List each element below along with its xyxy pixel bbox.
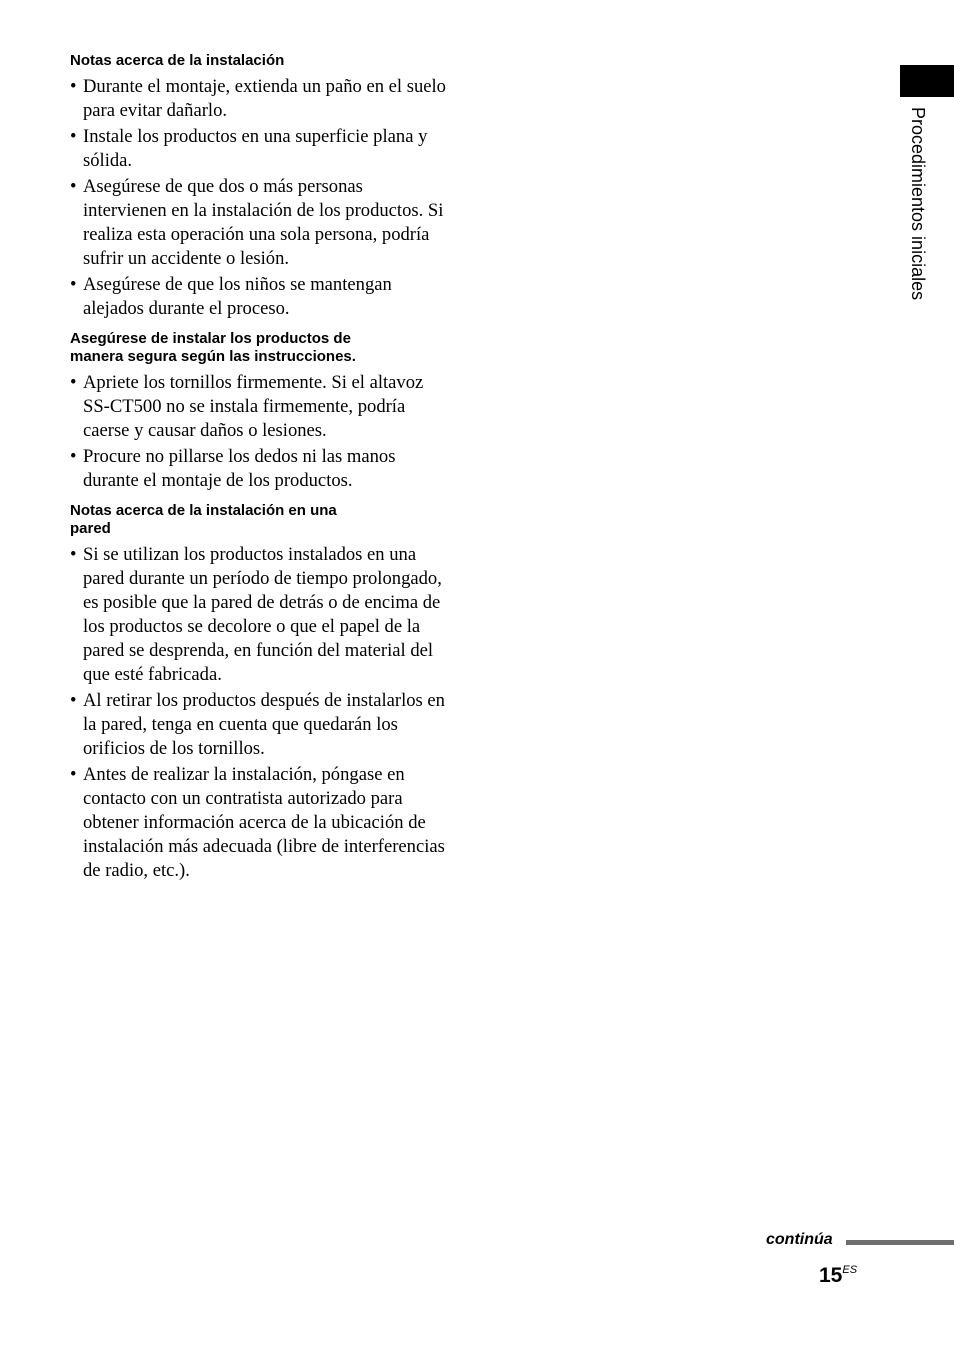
list-item-text: Asegúrese de que dos o más personas intervienen en la instalación de los productos. Si realiza esta operación una sola persona, podría sufrir un accidente o lesión. bbox=[83, 176, 444, 269]
list-item-text: Procure no pillarse los dedos ni las manos durante el montaje de los productos. bbox=[83, 446, 396, 491]
list-item bbox=[70, 371, 446, 443]
bullet: • bbox=[70, 446, 77, 467]
bullet: • bbox=[70, 274, 77, 295]
bullet: • bbox=[70, 764, 77, 785]
heading-line: Notas acerca de la instalación en una bbox=[70, 502, 337, 519]
continues-arrow-bar bbox=[846, 1240, 954, 1245]
bullet: • bbox=[70, 544, 77, 565]
heading-line: pared bbox=[70, 520, 111, 537]
heading-line: Asegúrese de instalar los productos de bbox=[70, 330, 351, 347]
section-tab-label: Procedimientos iniciales bbox=[908, 107, 928, 301]
safe-installation-list bbox=[70, 371, 446, 493]
list-item bbox=[70, 763, 446, 883]
main-column bbox=[70, 52, 446, 892]
page-number bbox=[819, 1257, 857, 1289]
list-item bbox=[70, 125, 446, 173]
bullet: • bbox=[70, 690, 77, 711]
continues-label: continúa bbox=[766, 1231, 833, 1248]
list-item bbox=[70, 689, 446, 761]
section-tab-marker bbox=[900, 65, 954, 97]
list-item bbox=[70, 75, 446, 123]
heading-line: manera segura según las instrucciones. bbox=[70, 348, 356, 365]
list-item-text: Apriete los tornillos firmemente. Si el altavoz SS-CT500 no se instala firmemente, podría caerse y causar daños o lesiones. bbox=[83, 372, 424, 441]
list-item bbox=[70, 175, 446, 271]
list-item bbox=[70, 273, 446, 321]
wall-installation-list bbox=[70, 543, 446, 883]
bullet: • bbox=[70, 176, 77, 197]
list-item-text: Al retirar los productos después de instalarlos en la pared, tenga en cuenta que quedarán los orificios de los tornillos. bbox=[83, 690, 445, 759]
page-number-value: 15 bbox=[819, 1264, 843, 1287]
page-language-suffix: ES bbox=[842, 1264, 858, 1276]
list-item-text: Instale los productos en una superficie plana y sólida. bbox=[83, 126, 428, 171]
list-item-text: Antes de realizar la instalación, póngase en contacto con un contratista autorizado para obtener información acerca de la ubicación de instalación más adecuada (libre de interferencias de radio, etc.). bbox=[83, 764, 445, 881]
section-heading-safe-installation bbox=[70, 330, 446, 366]
list-item-text: Durante el montaje, extienda un paño en el suelo para evitar dañarlo. bbox=[83, 76, 446, 121]
bullet: • bbox=[70, 76, 77, 97]
bullet: • bbox=[70, 372, 77, 393]
list-item bbox=[70, 445, 446, 493]
bullet: • bbox=[70, 126, 77, 147]
section-heading-installation-notes: Notas acerca de la instalación bbox=[70, 52, 285, 69]
list-item-text: Si se utilizan los productos instalados en una pared durante un período de tiempo prolongado, es posible que la pared de detrás o de encima de los productos se decolore o que el papel de la pared se desprenda, en función del material del que esté fabricada. bbox=[83, 544, 442, 685]
list-item bbox=[70, 543, 446, 687]
installation-notes-list bbox=[70, 75, 446, 321]
section-heading-wall-installation bbox=[70, 502, 446, 538]
list-item-text: Asegúrese de que los niños se mantengan alejados durante el proceso. bbox=[83, 274, 392, 319]
